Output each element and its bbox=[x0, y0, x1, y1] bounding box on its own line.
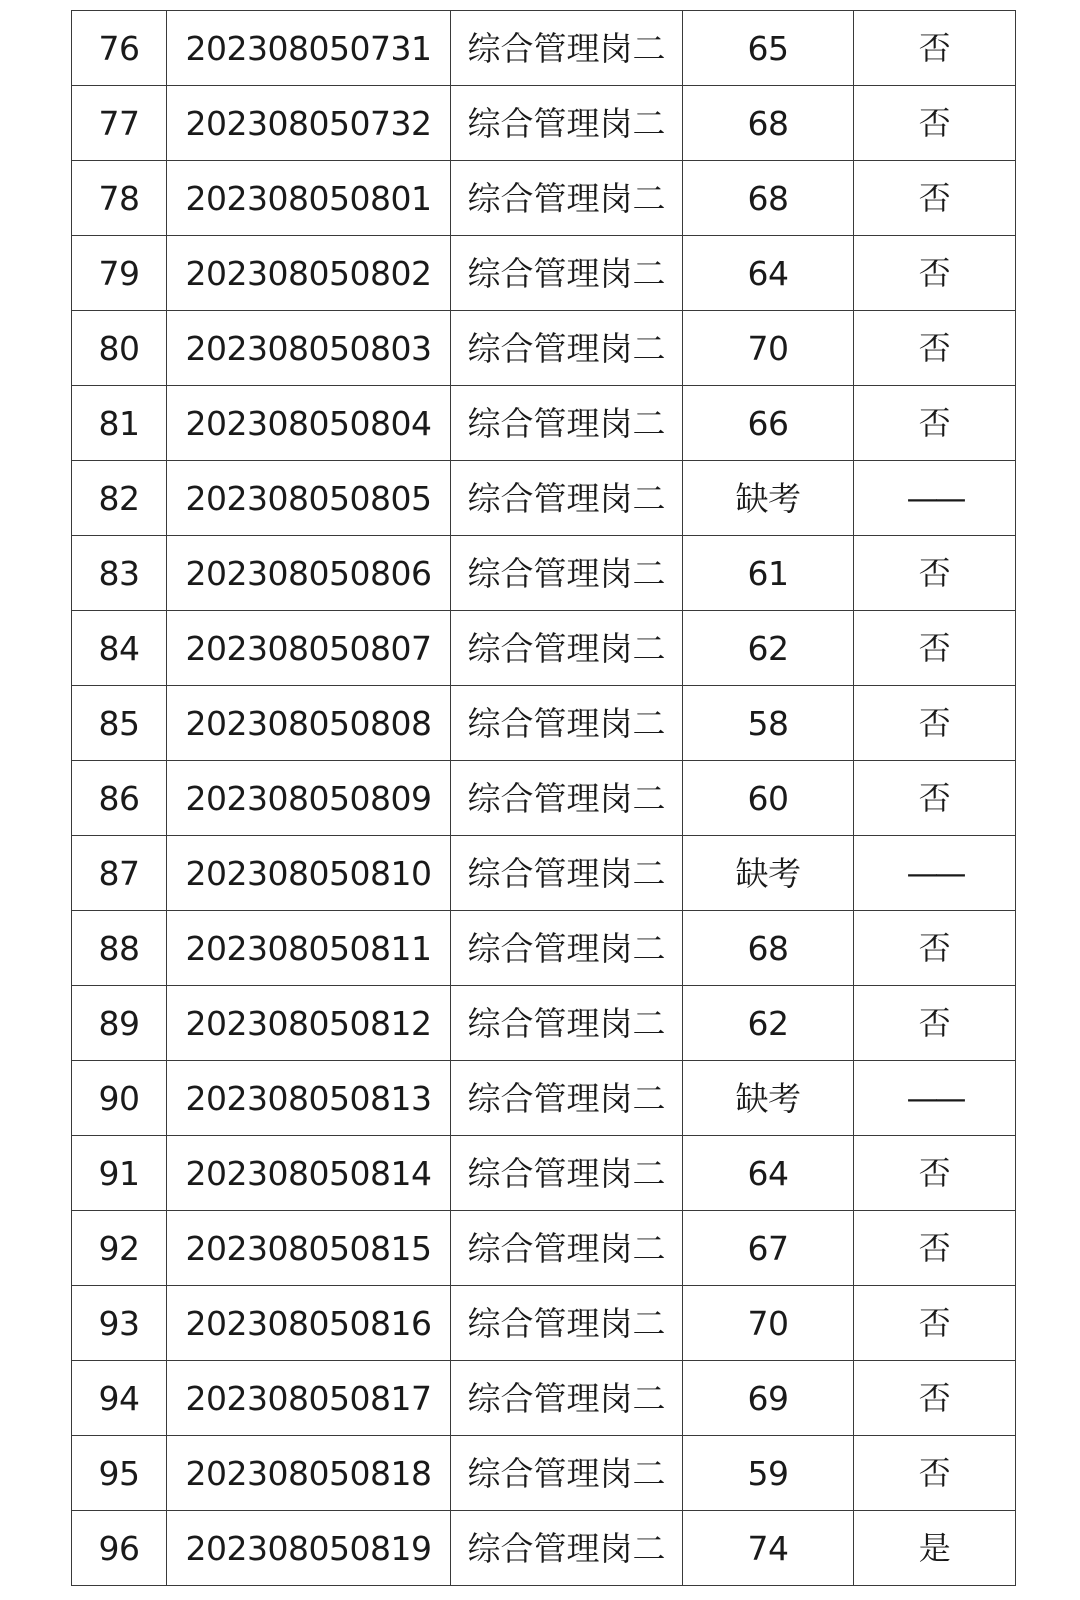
score-cell: 64 bbox=[683, 236, 854, 311]
table-row bbox=[72, 611, 1016, 686]
score-cell: 缺考 bbox=[683, 461, 854, 536]
score-cell: 64 bbox=[683, 1136, 854, 1211]
exam-number-cell: 202308050818 bbox=[167, 1436, 451, 1511]
serial-number-cell: 87 bbox=[72, 836, 167, 911]
exam-number-cell: 202308050804 bbox=[167, 386, 451, 461]
table-row bbox=[72, 1361, 1016, 1436]
table-row bbox=[72, 1211, 1016, 1286]
serial-number-cell: 82 bbox=[72, 461, 167, 536]
serial-number-cell: 77 bbox=[72, 86, 167, 161]
score-cell: 缺考 bbox=[683, 836, 854, 911]
table-body bbox=[72, 11, 1016, 1586]
table-row bbox=[72, 461, 1016, 536]
position-cell: 综合管理岗二 bbox=[451, 1211, 683, 1286]
serial-number-cell: 81 bbox=[72, 386, 167, 461]
exam-number-cell: 202308050814 bbox=[167, 1136, 451, 1211]
exam-number-cell: 202308050811 bbox=[167, 911, 451, 986]
score-cell: 70 bbox=[683, 1286, 854, 1361]
score-cell: 66 bbox=[683, 386, 854, 461]
exam-number-cell: 202308050801 bbox=[167, 161, 451, 236]
position-cell: 综合管理岗二 bbox=[451, 386, 683, 461]
exam-number-cell: 202308050805 bbox=[167, 461, 451, 536]
table-row bbox=[72, 236, 1016, 311]
exam-number-cell: 202308050807 bbox=[167, 611, 451, 686]
interview-flag-cell: 否 bbox=[854, 611, 1016, 686]
serial-number-cell: 94 bbox=[72, 1361, 167, 1436]
serial-number-cell: 90 bbox=[72, 1061, 167, 1136]
interview-flag-cell: 否 bbox=[854, 761, 1016, 836]
interview-flag-cell: 否 bbox=[854, 536, 1016, 611]
exam-number-cell: 202308050802 bbox=[167, 236, 451, 311]
position-cell: 综合管理岗二 bbox=[451, 686, 683, 761]
serial-number-cell: 86 bbox=[72, 761, 167, 836]
serial-number-cell: 93 bbox=[72, 1286, 167, 1361]
table-row bbox=[72, 911, 1016, 986]
position-cell: 综合管理岗二 bbox=[451, 761, 683, 836]
table-row bbox=[72, 386, 1016, 461]
serial-number-cell: 88 bbox=[72, 911, 167, 986]
position-cell: 综合管理岗二 bbox=[451, 1436, 683, 1511]
position-cell: 综合管理岗二 bbox=[451, 236, 683, 311]
serial-number-cell: 76 bbox=[72, 11, 167, 86]
position-cell: 综合管理岗二 bbox=[451, 1136, 683, 1211]
score-sheet bbox=[71, 10, 1015, 1586]
position-cell: 综合管理岗二 bbox=[451, 986, 683, 1061]
table-row bbox=[72, 1136, 1016, 1211]
table-row bbox=[72, 986, 1016, 1061]
position-cell: 综合管理岗二 bbox=[451, 911, 683, 986]
interview-flag-cell: —— bbox=[854, 836, 1016, 911]
position-cell: 综合管理岗二 bbox=[451, 1361, 683, 1436]
position-cell: 综合管理岗二 bbox=[451, 1061, 683, 1136]
interview-flag-cell: 否 bbox=[854, 1136, 1016, 1211]
score-cell: 65 bbox=[683, 11, 854, 86]
results-table bbox=[71, 10, 1016, 1586]
score-cell: 62 bbox=[683, 986, 854, 1061]
serial-number-cell: 84 bbox=[72, 611, 167, 686]
serial-number-cell: 79 bbox=[72, 236, 167, 311]
exam-number-cell: 202308050731 bbox=[167, 11, 451, 86]
exam-number-cell: 202308050813 bbox=[167, 1061, 451, 1136]
table-row bbox=[72, 686, 1016, 761]
score-cell: 74 bbox=[683, 1511, 854, 1586]
serial-number-cell: 91 bbox=[72, 1136, 167, 1211]
score-cell: 68 bbox=[683, 161, 854, 236]
score-cell: 60 bbox=[683, 761, 854, 836]
score-cell: 67 bbox=[683, 1211, 854, 1286]
position-cell: 综合管理岗二 bbox=[451, 161, 683, 236]
exam-number-cell: 202308050803 bbox=[167, 311, 451, 386]
table-row bbox=[72, 11, 1016, 86]
serial-number-cell: 80 bbox=[72, 311, 167, 386]
position-cell: 综合管理岗二 bbox=[451, 836, 683, 911]
interview-flag-cell: 否 bbox=[854, 311, 1016, 386]
table-row bbox=[72, 311, 1016, 386]
exam-number-cell: 202308050812 bbox=[167, 986, 451, 1061]
table-row bbox=[72, 1286, 1016, 1361]
table-row bbox=[72, 161, 1016, 236]
table-row bbox=[72, 836, 1016, 911]
interview-flag-cell: 否 bbox=[854, 1286, 1016, 1361]
score-cell: 61 bbox=[683, 536, 854, 611]
table-row bbox=[72, 536, 1016, 611]
serial-number-cell: 92 bbox=[72, 1211, 167, 1286]
score-cell: 70 bbox=[683, 311, 854, 386]
interview-flag-cell: 是 bbox=[854, 1511, 1016, 1586]
interview-flag-cell: 否 bbox=[854, 911, 1016, 986]
exam-number-cell: 202308050808 bbox=[167, 686, 451, 761]
score-cell: 68 bbox=[683, 911, 854, 986]
position-cell: 综合管理岗二 bbox=[451, 1511, 683, 1586]
position-cell: 综合管理岗二 bbox=[451, 86, 683, 161]
table-row bbox=[72, 1061, 1016, 1136]
interview-flag-cell: 否 bbox=[854, 386, 1016, 461]
score-cell: 69 bbox=[683, 1361, 854, 1436]
serial-number-cell: 83 bbox=[72, 536, 167, 611]
exam-number-cell: 202308050817 bbox=[167, 1361, 451, 1436]
score-cell: 62 bbox=[683, 611, 854, 686]
serial-number-cell: 85 bbox=[72, 686, 167, 761]
position-cell: 综合管理岗二 bbox=[451, 536, 683, 611]
table-row bbox=[72, 1436, 1016, 1511]
table-row bbox=[72, 761, 1016, 836]
serial-number-cell: 95 bbox=[72, 1436, 167, 1511]
position-cell: 综合管理岗二 bbox=[451, 1286, 683, 1361]
interview-flag-cell: 否 bbox=[854, 161, 1016, 236]
exam-number-cell: 202308050809 bbox=[167, 761, 451, 836]
interview-flag-cell: 否 bbox=[854, 11, 1016, 86]
interview-flag-cell: 否 bbox=[854, 1211, 1016, 1286]
position-cell: 综合管理岗二 bbox=[451, 311, 683, 386]
position-cell: 综合管理岗二 bbox=[451, 461, 683, 536]
exam-number-cell: 202308050806 bbox=[167, 536, 451, 611]
exam-number-cell: 202308050810 bbox=[167, 836, 451, 911]
exam-number-cell: 202308050732 bbox=[167, 86, 451, 161]
serial-number-cell: 96 bbox=[72, 1511, 167, 1586]
exam-number-cell: 202308050816 bbox=[167, 1286, 451, 1361]
score-cell: 59 bbox=[683, 1436, 854, 1511]
table-row bbox=[72, 86, 1016, 161]
interview-flag-cell: —— bbox=[854, 461, 1016, 536]
exam-number-cell: 202308050815 bbox=[167, 1211, 451, 1286]
position-cell: 综合管理岗二 bbox=[451, 611, 683, 686]
score-cell: 58 bbox=[683, 686, 854, 761]
serial-number-cell: 78 bbox=[72, 161, 167, 236]
score-cell: 68 bbox=[683, 86, 854, 161]
interview-flag-cell: 否 bbox=[854, 686, 1016, 761]
interview-flag-cell: 否 bbox=[854, 236, 1016, 311]
interview-flag-cell: —— bbox=[854, 1061, 1016, 1136]
interview-flag-cell: 否 bbox=[854, 86, 1016, 161]
table-row bbox=[72, 1511, 1016, 1586]
interview-flag-cell: 否 bbox=[854, 986, 1016, 1061]
score-cell: 缺考 bbox=[683, 1061, 854, 1136]
serial-number-cell: 89 bbox=[72, 986, 167, 1061]
interview-flag-cell: 否 bbox=[854, 1361, 1016, 1436]
position-cell: 综合管理岗二 bbox=[451, 11, 683, 86]
interview-flag-cell: 否 bbox=[854, 1436, 1016, 1511]
exam-number-cell: 202308050819 bbox=[167, 1511, 451, 1586]
